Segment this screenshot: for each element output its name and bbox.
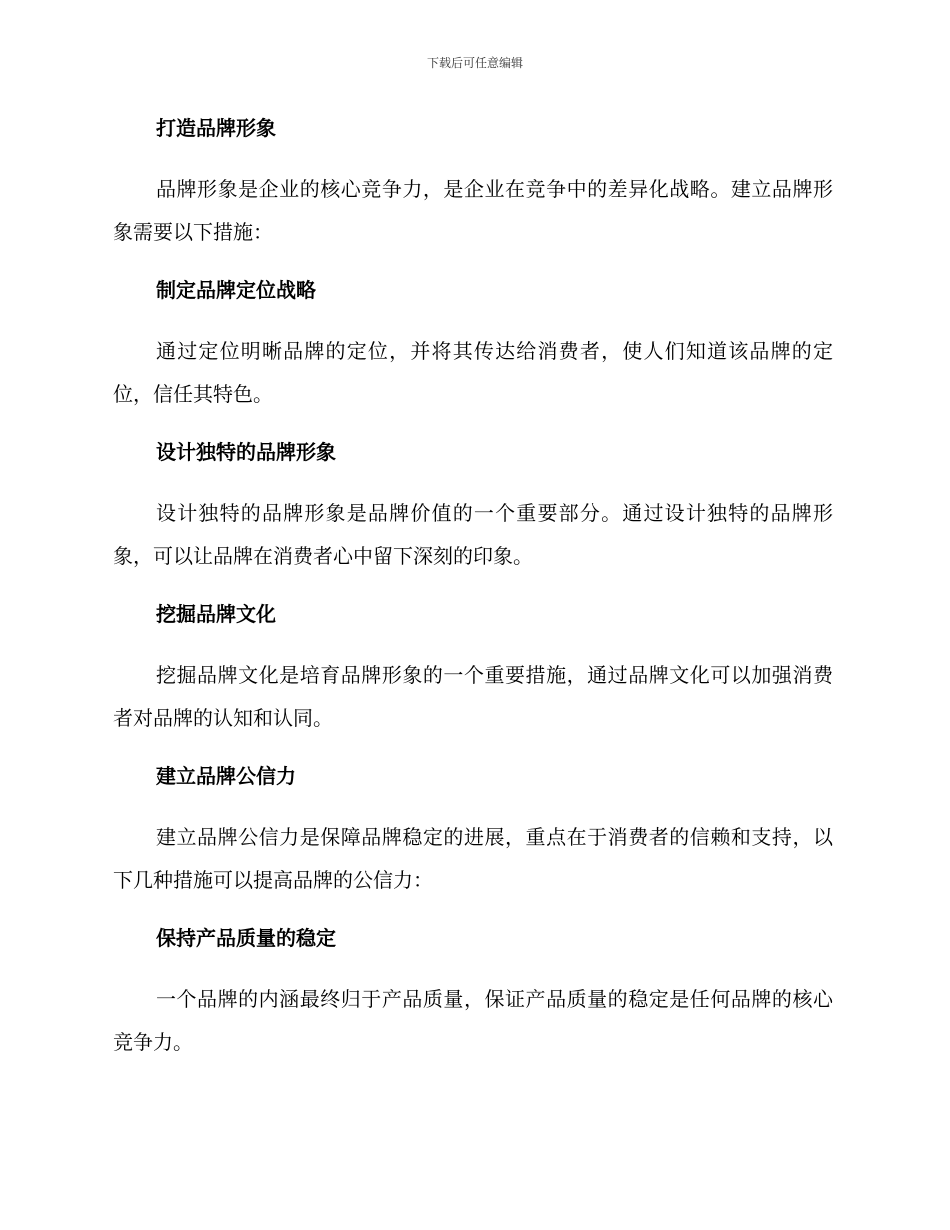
section-paragraph: 通过定位明晰品牌的定位，并将其传达给消费者，使人们知道该品牌的定位，信任其特色。 [113,339,833,406]
section-heading: 建立品牌公信力 [156,764,296,788]
section-heading: 打造品牌形象 [156,116,276,140]
section-paragraph: 品牌形象是企业的核心竞争力，是企业在竞争中的差异化战略。建立品牌形象需要以下措施： [113,177,833,244]
section-heading: 设计独特的品牌形象 [156,440,336,464]
page-header: 下载后可任意编辑 [426,56,523,70]
section-heading: 挖掘品牌文化 [156,602,276,626]
section-paragraph: 一个品牌的内涵最终归于产品质量，保证产品质量的稳定是任何品牌的核心竞争力。 [113,987,833,1054]
section-paragraph: 挖掘品牌文化是培育品牌形象的一个重要措施，通过品牌文化可以加强消费者对品牌的认知和认同。 [113,663,833,730]
section-paragraph: 建立品牌公信力是保障品牌稳定的进展，重点在于消费者的信赖和支持，以下几种措施可以提高品牌的公信力： [113,825,833,892]
section-paragraph: 设计独特的品牌形象是品牌价值的一个重要部分。通过设计独特的品牌形象，可以让品牌在消费者心中留下深刻的印象。 [113,501,833,568]
document-body [113,108,833,1080]
section-heading: 制定品牌定位战略 [156,278,316,302]
section-heading: 保持产品质量的稳定 [156,926,336,950]
